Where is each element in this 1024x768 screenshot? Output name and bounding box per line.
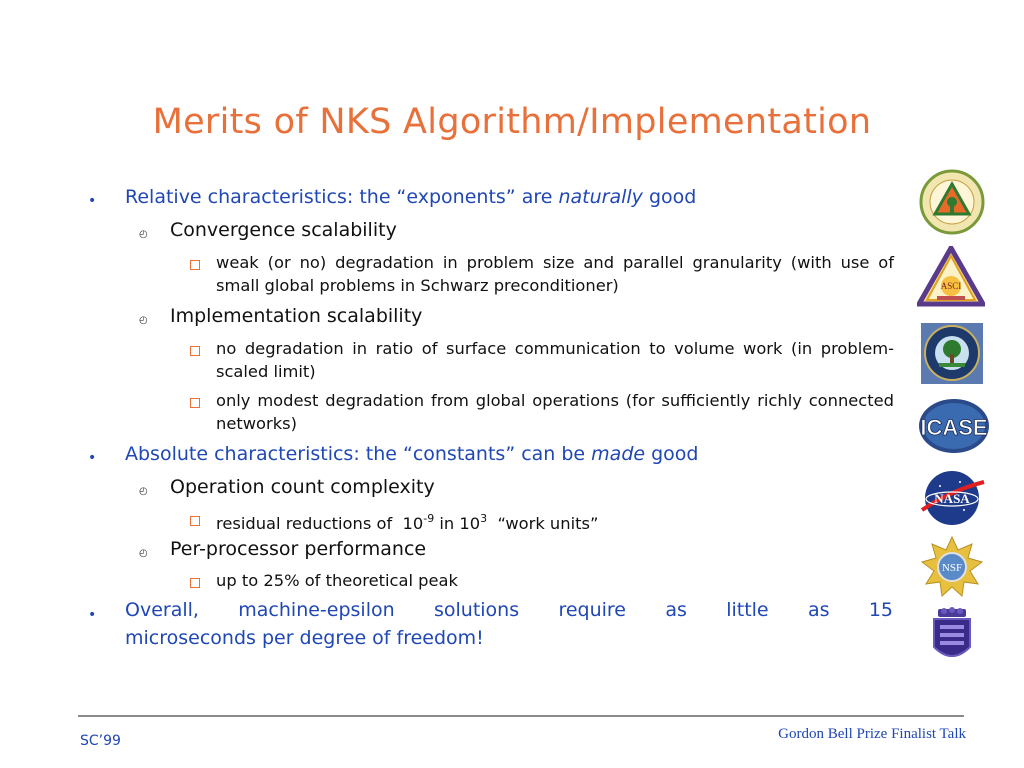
bullet-relative-characteristics (125, 186, 893, 208)
clock-bullet-icon: ◴ (139, 315, 148, 326)
svg-text:NSF: NSF (941, 562, 963, 574)
svg-text:ASCI: ASCI (940, 281, 962, 291)
icase-logo (918, 398, 990, 454)
footer-conference: SC’99 (80, 733, 121, 749)
doe-seal-logo (921, 323, 983, 384)
bullet-text: Relative characteristics: the “exponents” are (125, 186, 559, 208)
bullet-text: good (642, 186, 697, 208)
bullet-dot-icon: • (88, 193, 97, 209)
clock-bullet-icon: ◴ (139, 229, 148, 240)
bullet-text: good (645, 443, 699, 465)
svg-text:ICASE: ICASE (920, 415, 988, 440)
square-bullet-icon (190, 346, 200, 356)
nsf-logo (920, 536, 984, 598)
square-bullet-icon (190, 578, 200, 588)
sub-sub-bullet: only modest degradation from global operations (for sufficiently richly connected networks) (216, 391, 894, 433)
residual-exponent: 3 (480, 512, 488, 525)
square-bullet-icon (190, 260, 200, 270)
sub-bullet-per-processor: Per-processor performance (170, 538, 427, 560)
square-bullet-icon (190, 398, 200, 408)
residual-prefix: residual reductions of 10 (216, 514, 424, 533)
svg-text:NASA: NASA (934, 491, 970, 506)
bullet-dot-icon: • (88, 450, 97, 466)
odu-crest-logo (930, 607, 974, 665)
clock-bullet-icon: ◴ (139, 486, 148, 497)
footer-divider (78, 715, 964, 717)
bullet-emphasis: made (591, 443, 646, 465)
bullet-overall-line1: Overall, machine-epsilon solutions require as little as 15 (125, 599, 893, 621)
sub-bullet-implementation-scalability: Implementation scalability (170, 305, 423, 327)
clock-bullet-icon: ◴ (139, 548, 148, 559)
bullet-emphasis: naturally (558, 186, 643, 208)
sub-sub-bullet: weak (or no) degradation in problem size and parallel granularity (with use of small global problems in Schwarz preconditioner) (216, 253, 894, 295)
residual-mid: in 10 (434, 514, 481, 533)
footer-talk-title: Gordon Bell Prize Finalist Talk (778, 726, 966, 742)
bullet-overall-line2: microseconds per degree of freedom! (125, 627, 484, 649)
slide-title: Merits of NKS Algorithm/Implementation (152, 102, 872, 142)
nasa-logo (918, 468, 988, 528)
asci-logo (917, 246, 985, 308)
sub-sub-bullet: no degradation in ratio of surface communication to volume work (in problem-scaled limit) (216, 339, 894, 381)
square-bullet-icon (190, 516, 200, 526)
bullet-dot-icon: • (88, 607, 97, 623)
residual-reductions-text (216, 507, 894, 535)
sub-bullet-operation-count: Operation count complexity (170, 476, 435, 498)
residual-exponent: -9 (423, 512, 435, 525)
residual-suffix: “work units” (487, 514, 599, 533)
sub-bullet-convergence-scalability: Convergence scalability (170, 219, 397, 241)
argonne-logo (919, 168, 985, 236)
sub-sub-bullet: up to 25% of theoretical peak (216, 571, 458, 590)
bullet-absolute-characteristics (125, 443, 893, 465)
bullet-text: Absolute characteristics: the “constants” can be (125, 443, 592, 465)
